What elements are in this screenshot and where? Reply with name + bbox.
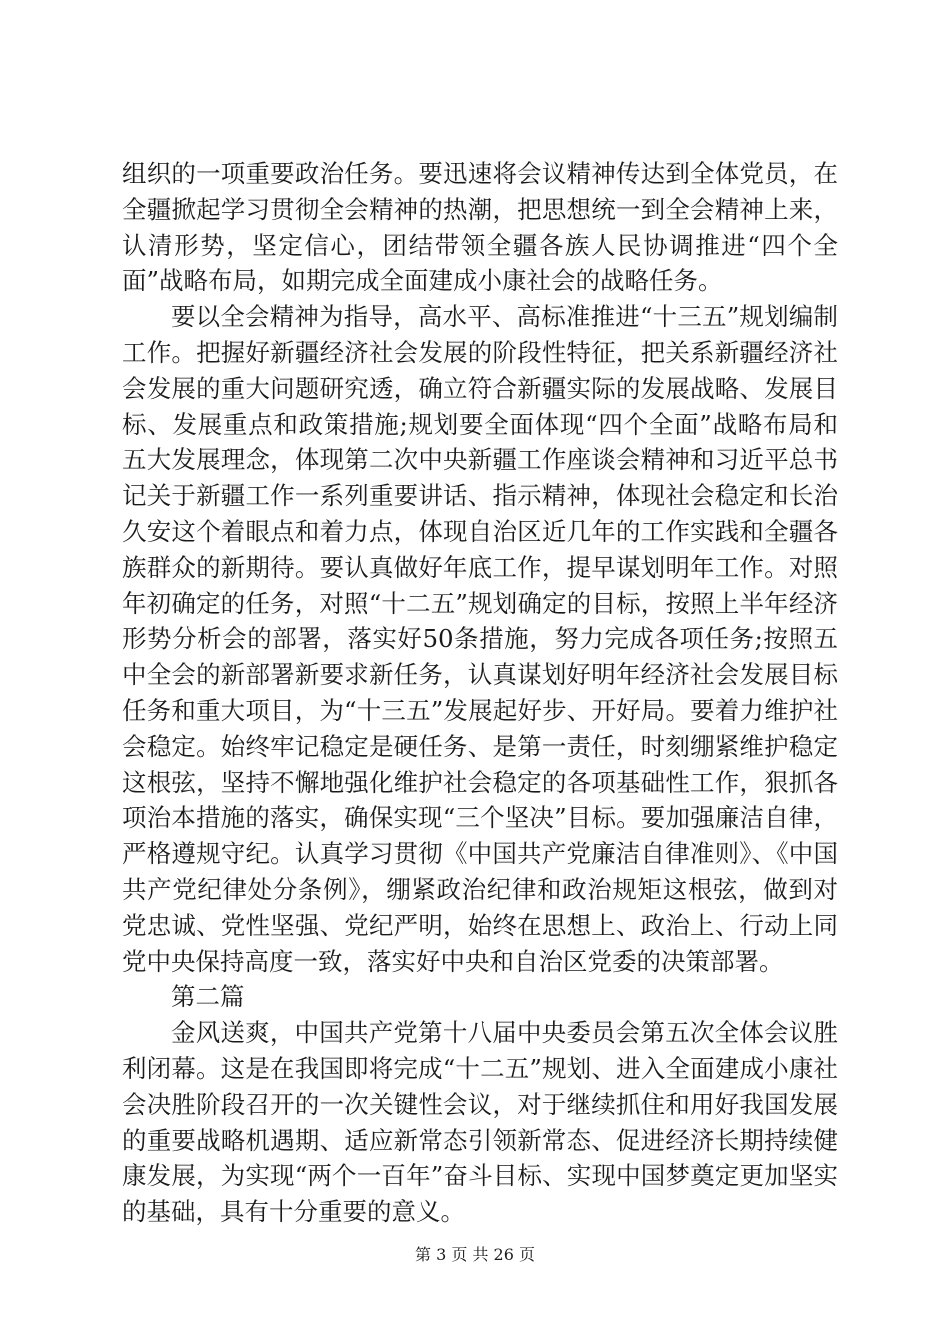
section-heading: 第二篇 [171, 982, 245, 1012]
page-number-footer: 第 3 页 共 26 页 [415, 1245, 535, 1264]
paragraph-3: 金风送爽，中国共产党第十八届中央委员会第五次全体会议胜利闭幕。这是在我国即将完成“十二五”规划、进入全面建成小康社会决胜阶段召开的一次关键性会议，对于继续抓住和用好我国发展的重要战略机遇期、适应新常态引领新常态、促进经济长期持续健康发展，为实现“两个一百年”奋斗目标、实现中国梦奠定更加坚实的基础，具有十分重要的意义。 [122, 1018, 838, 1227]
document-body [122, 156, 838, 1230]
paragraph-2: 要以全会精神为指导，高水平、高标准推进“十三五”规划编制工作。把握好新疆经济社会发展的阶段性特征，把关系新疆经济社会发展的重大问题研究透，确立符合新疆实际的发展战略、发展目标、发展重点和政策措施;规划要全面体现“四个全面”战略布局和五大发展理念，体现第二次中央新疆工作座谈会精神和习近平总书记关于新疆工作一系列重要讲话、指示精神，体现社会稳定和长治久安这个着眼点和着力点，体现自治区近几年的工作实践和全疆各族群众的新期待。要认真做好年底工作，提早谋划明年工作。对照年初确定的任务，对照“十二五”规划确定的目标，按照上半年经济形势分析会的部署，落实好50条措施，努力完成各项任务;按照五中全会的新部署新要求新任务，认真谋划好明年经济社会发展目标任务和重大项目，为“十三五”发展起好步、开好局。要着力维护社会稳定。始终牢记稳定是硬任务、是第一责任，时刻绷紧维护稳定这根弦，坚持不懈地强化维护社会稳定的各项基础性工作，狠抓各项治本措施的落实，确保实现“三个坚决”目标。要加强廉洁自律，严格遵规守纪。认真学习贯彻《中国共产党廉洁自律准则》、《中国共产党纪律处分条例》，绷紧政治纪律和政治规矩这根弦，做到对党忠诚、党性坚强、党纪严明，始终在思想上、政治上、行动上同党中央保持高度一致，落实好中央和自治区党委的决策部署。 [122, 302, 838, 976]
paragraph-1: 组织的一项重要政治任务。要迅速将会议精神传达到全体党员，在全疆掀起学习贯彻全会精神的热潮，把思想统一到全会精神上来，认清形势，坚定信心，团结带领全疆各族人民协调推进“四个全面”战略布局，如期完成全面建成小康社会的战略任务。 [122, 159, 838, 296]
